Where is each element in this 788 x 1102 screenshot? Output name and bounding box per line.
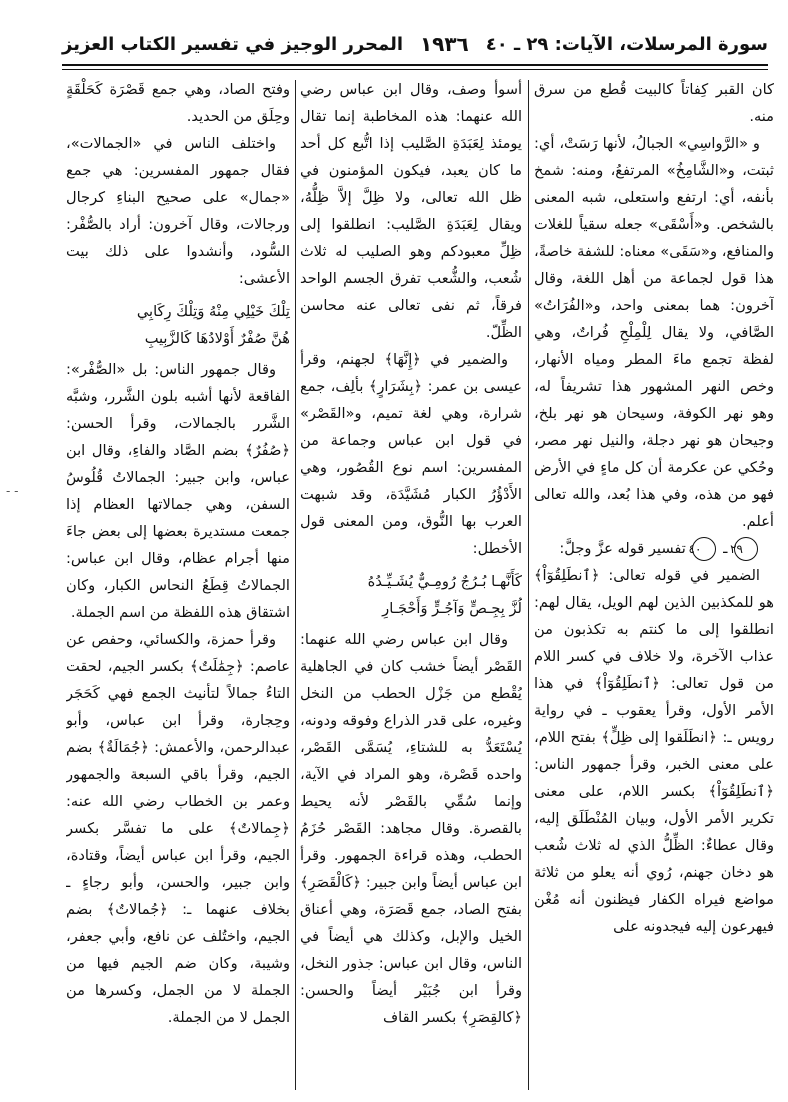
poem-line: لُزَّ بِجِـصٍّ وَآجُـرٍّ وَأَحْجَـارِ [382,600,522,617]
header-rule [62,64,768,70]
paragraph: أسوأ وصف، وقال ابن عباس رضي الله عنهما: هذه المخاطبة إنما تقال يومئذ لِعَبَدَةِ الصَّليب إذا اتُّبع كل أحد ما كان يعبد، فيكون المؤمنون في ظل الله تعالى، ولا ظِلَّ إلاَّ ظِلُّهُ، ويقال لِعَبَدَةِ الصَّليب: انطلقوا إلى ظِلِّ معبودكم وهو الصليب له ثلاث شُعب، والشُّعب تفرق الجسم الواحد فرقاً، ثم نفى تعالى عنه محاسن الظِّلّ. [300,81,522,341]
column-divider [295,80,296,1090]
paragraph: واختلف الناس في «الجمالات»، فقال جمهور المفسرين: هي جمع «جمال» على صحيح البناءِ كرجال ورجالات، وقال آخرون: أراد بالصُّفْر: السُّود، وأنشدوا على ذلك بيت الأعشى: [66,135,290,287]
paragraph: و «الرَّواسِي» الجبالُ، لأنها رَسَتْ، أي: ثبتت، و«الشَّامِخُ» المرتفعُ، ومنه: شمخ بأنفه، أي: ارتفع واستعلى، شبه المعنى بالشخص. و«أَسْقَى» جعله سقياً للغلات والمنافع، و«سَقَى» معناه: للشفة خاصةً، هذا قول لجماعة من أهل اللغة، وقال آخرون: هما بمعنى واحد، و«الفُرَاتُ» الصَّافي، ولا يقال لِلْمِلْحِ فُراتٌ، وهي لفظة تجمع ماءَ المطر ومياه الأنهار، وخص النهر المشهور هذا تشريفاً له، وهو نهر الكوفة، وسيحان هو نهر بلخ، وجيحان هو نهر دجلة، والنيل نهر مصر، وحُكي عن عكرمة أن كل ماءٍ في الأرض فهو من هذه، وفي هذا بُعد، والله تعالى أعلم. [534,135,774,530]
text-column-middle [300,76,522,1092]
paragraph: وقال ابن عباس رضي الله عنهما: القَصْر أيضاً خشب كان في الجاهلية يُقْطع من جَزْل الحطب من النخل وغيره، على قدر الذراع وفوقه ودونه، يُسْتَعَدُّ به للشتاءِ، يُسَمَّى القَصْر، واحده قَصْرة، وهو المراد في الآية، وإنما سُمِّي بالقَصْر لأنه يحيط بالقصرة. وقال مجاهد: القَصْر حُزَمُ الحطب، وهذه قراءة الجمهور. وقرأ ابن عباس أيضاً وابن جبير: ﴿كَالْقَصَرِ﴾ بفتح الصاد، جمع قَصَرَة، وهي أعناق الخيل والإبل، وكذلك هي أيضاً في الناس، وقال ابن عباس: جذور النخل، وقرأ ابن جُبَيْر أيضاً والحسن: ﴿كالقِصَرِ﴾ بكسر القاف [300,631,522,1026]
text-column-left [66,76,290,1092]
paragraph: كان القبر كِفاتاً كالبيت قُطع من سرق منه. [534,81,774,125]
poem-verse [300,568,522,622]
running-header [62,26,768,62]
paragraph: والضمير في ﴿إِنَّهَا﴾ لجهنم، وقرأ عيسى بن عمر: ﴿بِشَرَارٍ﴾ بألِف، جمع شرارة، وهي لغة تميم، و«القَصْر» في قول ابن عباس وجماعة من المفسرين: اسم نوع القُصُور، وهي الأَدْؤُرُ الكبار مُشَيَّدَة، وقد شبهت العرب بها النُّوق، ومن المعنى قول الأخطل: [300,351,522,557]
paragraph: وفتح الصاد، وهي جمع قَصْرَة كَحَلْقَةٍ وحِلَق من الحديد. [66,81,290,125]
verse-number-to: ٤٠ [692,537,716,561]
book-title: المحرر الوجيز في تفسير الكتاب العزيز [62,33,403,55]
poem-verse [66,298,290,352]
column-divider [528,80,529,1090]
paragraph: وقال جمهور الناس: بل «الصُّفْر»: الفاقعة لأنها أشبه بلون الشَّرر، وشبَّه الشَّرر بالجمالات، وقرأ الحسن: ﴿صُفُرٌ﴾ بضم الصَّاد والفاءِ، وقال ابن عباس، وابن جبير: الجمالاتُ قُلُوسُ السفن، وهي جمالاتها العظام إذا جمعت مستديرة بعضها إلى بعض جاءَ منها أجرام عظام، وقال ابن عباس: الجمالاتُ قِطَعُ النحاس الكبار، وكان اشتقاق هذه اللفظة من اسم الجملة. [66,361,290,621]
page-number: ١٩٣٦ [419,32,469,56]
surah-title: سورة المرسلات، الآيات: ٢٩ ـ ٤٠ [485,33,768,55]
poem-line: كَأَنَّهـا بُـرُجٌ رُومِـيٌّ يُشَـيِّـدُهُ [367,573,522,590]
paragraph: الضمير في قوله تعالى: ﴿ٱنطَلِقُوٓاْ﴾ هو للمكذبين الذين لهم الويل، يقال لهم: انطلقوا إلى ما كنتم به تكذبون من عذاب الآخرة، ولا خلاف في كسر اللام من قول تعالى: ﴿ٱنطَلِقُوٓاْ﴾ في هذا الأمر الأول، وقرأ يعقوب ـ في رواية رويس ـ: ﴿انطَلَقوا إلى ظِلٍّ﴾ بفتح اللام، على معنى الخبر، وقرأ جمهور الناس: ﴿ٱنطَلِقُوٓاْ﴾ بكسر اللام، على معنى تكرير الأمر الأول، وبيان المُنْطَلَق إليه، وقال عطاءٌ: الظِّلُّ الذي له ثلاث شُعب هو دخان جهنم، رُوي أنه يعلو من ثلاثة مواضع فيراه الكفار فيظنون أنه مُغْن فيهرعون إليه فيجدونه على [534,567,774,935]
gutter-mark: - - [6,484,19,498]
verse-dash: ـ [718,540,732,557]
verse-heading-text: تفسير قوله عزَّ وجلَّ: [559,540,686,557]
poem-line: هُنَّ صُفْرٌ أَوْلادُهَا كَالزَّبِيبِ [144,330,290,347]
verse-number-from: ٢٩ [734,537,758,561]
verse-heading [534,535,774,562]
text-column-right [534,76,774,1092]
paragraph: وقرأ حمزة، والكسائي، وحفص عن عاصم: ﴿جِمَٰلَتٌ﴾ بكسر الجيم، لحقت التاءُ جمالاً لتأنيث الجمع فهي كَحَجَر وحِجارة، وقرأ ابن عباس، وأبو عبدالرحمن، والأعمش: ﴿جُمَالَةٌ﴾ بضم الجيم، وقرأ باقي السبعة والجمهور وعمر بن الخطاب رضي الله عنه: ﴿جِمالاتٌ﴾ على ما تفسَّر بكسر الجيم، وقرأ ابن عباس أيضاً، وقتادة، وابن جبير، والحسن، وأبو رجاءٍ ـ بخلاف عنهما ـ: ﴿جُمالاتٌ﴾ بضم الجيم، واختُلف عن نافع، وأبي جعفر، وشيبة، وكان ضم الجيم فيها من الجملة لا من الجمل، وكسرها من الجمل لا من الجملة. [66,631,290,1026]
poem-line: تِلْكَ خَيْلِي مِنْهُ وَتِلْكَ رِكَابِي [136,303,290,320]
